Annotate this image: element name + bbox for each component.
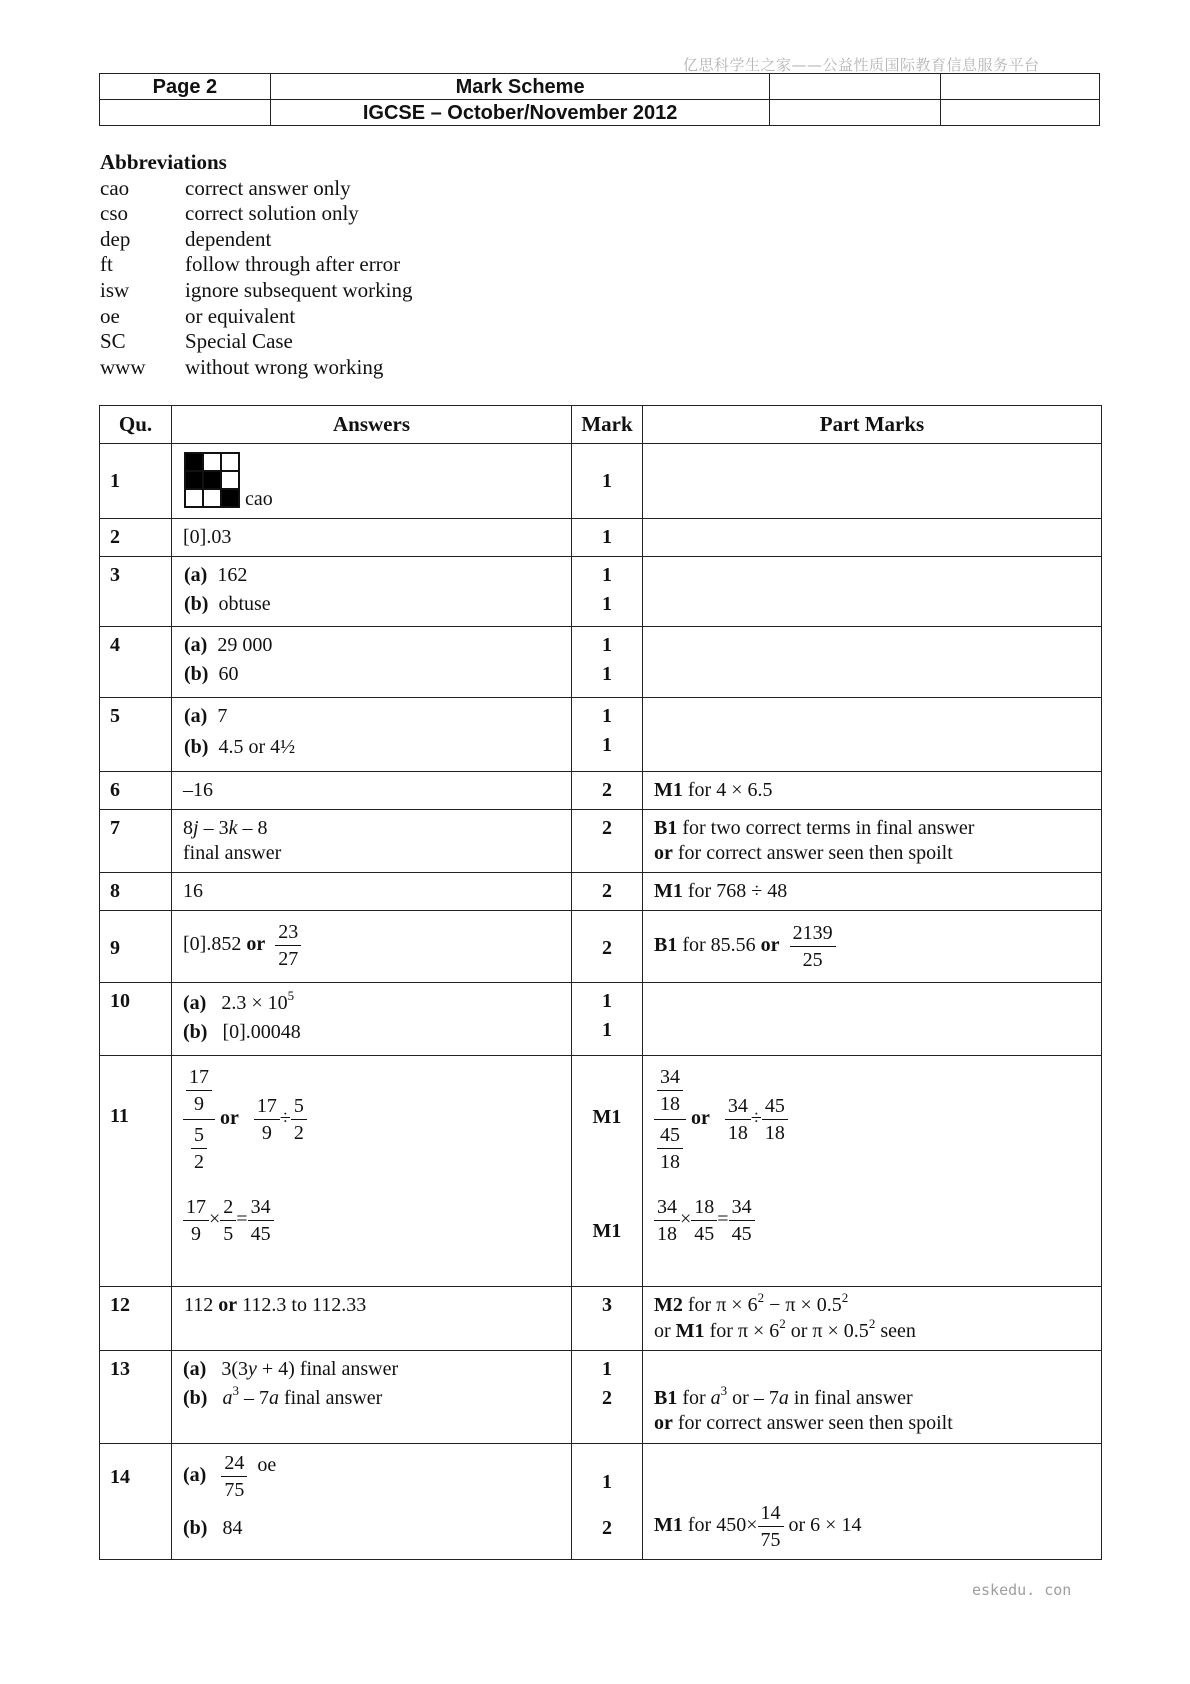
fraction: $\frac{34}{45}$	[729, 1194, 755, 1247]
table-row: 1 cao 1	[100, 444, 1102, 519]
page-number: Page 2	[100, 74, 271, 100]
abbr-row: oe or equivalent	[100, 303, 296, 328]
table-row: 10 (a) $2.3 \times 10^5$ (b) [0].00048 1 1	[100, 983, 1102, 1056]
fraction: $\frac{17}{9}$	[183, 1194, 209, 1247]
abbr-row: cso correct solution only	[100, 201, 359, 226]
table-header-row	[100, 406, 1102, 444]
abbreviations-section	[100, 150, 412, 380]
doc-title: Mark Scheme	[270, 74, 770, 100]
table-row: 13 (a) 3(3y + 4) final answer (b) $a^3 - 7a$ final answer 1 2 B1 for $a^3$ or – 7a in final answer or for correct answer seen then spoilt	[100, 1351, 1102, 1444]
fraction: $\frac{2139}{25}$	[790, 920, 836, 973]
col-header-mark: Mark	[572, 406, 643, 444]
table-row: 14 (a) $\frac{24}{75}$ oe (b) 84 1 2 M1 for 450× $\frac{14}{75}$ or 6 × 14	[100, 1444, 1102, 1560]
abbreviations-title: Abbreviations	[100, 150, 227, 174]
table-row: 9 [0].852 or $\frac{23}{27}$ 2 B1 for 85.56 or $\frac{2139}{25}$	[100, 911, 1102, 983]
abbr-row: dep dependent	[100, 226, 272, 251]
complex-fraction: $\frac{\frac{17}{9}}{\frac{5}{2}}$	[183, 1062, 215, 1177]
fraction: $\frac{24}{75}$	[221, 1450, 247, 1503]
table-row: 12 112 or 112.3 to 112.33 3 M2 for $\pi \times 6^2 - \pi \times 0.5^2$ or M1 for $\pi \times 6^2$ or $\pi \times 0.5^2$ seen	[100, 1287, 1102, 1351]
table-row: 3 (a) 162 (b) obtuse 1 1	[100, 557, 1102, 627]
watermark-bottom: eskedu. con	[972, 1581, 1072, 1599]
fraction: $\frac{34}{18}$	[725, 1093, 751, 1146]
table-row: 11 $\frac{\frac{17}{9}}{\frac{5}{2}}$ or $\frac{17}{9}$ ÷ $\frac{5}{2}$ $\frac{17}{9}$ × $\frac{2}{5}$ = $\frac{34}{45}$ M1 M1 $\frac{\frac{34}{18}}{\frac{45}{18}}$ or $\frac{34}{18}$ ÷ $\frac{45}{18}$ $\frac{34}{18}$ × $\frac{18}{45}$ = $\frac{34}{45}$	[100, 1056, 1102, 1287]
abbr-row: www without wrong working	[100, 354, 384, 379]
fraction: $\frac{5}{2}$	[291, 1093, 307, 1146]
complex-fraction: $\frac{\frac{34}{18}}{\frac{45}{18}}$	[654, 1062, 686, 1177]
fraction: $\frac{45}{18}$	[762, 1093, 788, 1146]
fraction: $\frac{23}{27}$	[275, 919, 301, 972]
grid-diagram-icon	[184, 452, 240, 508]
col-header-part-marks: Part Marks	[643, 406, 1102, 444]
table-row: 6 –16 2 M1 for 4 × 6.5	[100, 772, 1102, 810]
fraction: $\frac{18}{45}$	[691, 1194, 717, 1247]
col-header-answers: Answers	[172, 406, 572, 444]
fraction: $\frac{2}{5}$	[220, 1194, 236, 1247]
page-header-table	[99, 73, 1100, 126]
col-header-qu: Qu.	[100, 406, 172, 444]
table-row: 8 16 2 M1 for 768 ÷ 48	[100, 873, 1102, 911]
mark-scheme-table	[99, 405, 1102, 1560]
abbr-row: ft follow through after error	[100, 252, 401, 277]
abbr-row: isw ignore subsequent working	[100, 277, 413, 302]
table-row: 4 (a) 29 000 (b) 60 1 1	[100, 627, 1102, 698]
table-row: 5 (a) 7 (b) 4.5 or 4½ 1 1	[100, 698, 1102, 772]
fraction: $\frac{34}{45}$	[248, 1194, 274, 1247]
doc-subtitle: IGCSE – October/November 2012	[270, 100, 770, 126]
table-row: 7 8j – 3k – 8 final answer 2 B1 for two correct terms in final answer or for correct answer seen then spoilt	[100, 810, 1102, 873]
fraction: $\frac{14}{75}$	[758, 1500, 784, 1553]
table-row: 2 [0].03 1	[100, 519, 1102, 557]
fraction: $\frac{17}{9}$	[254, 1093, 280, 1146]
watermark-top: 亿思科学生之家——公益性质国际教育信息服务平台	[683, 56, 1040, 74]
abbr-row: cao correct answer only	[100, 175, 351, 200]
fraction: $\frac{34}{18}$	[654, 1194, 680, 1247]
abbr-row: SC Special Case	[100, 329, 293, 354]
